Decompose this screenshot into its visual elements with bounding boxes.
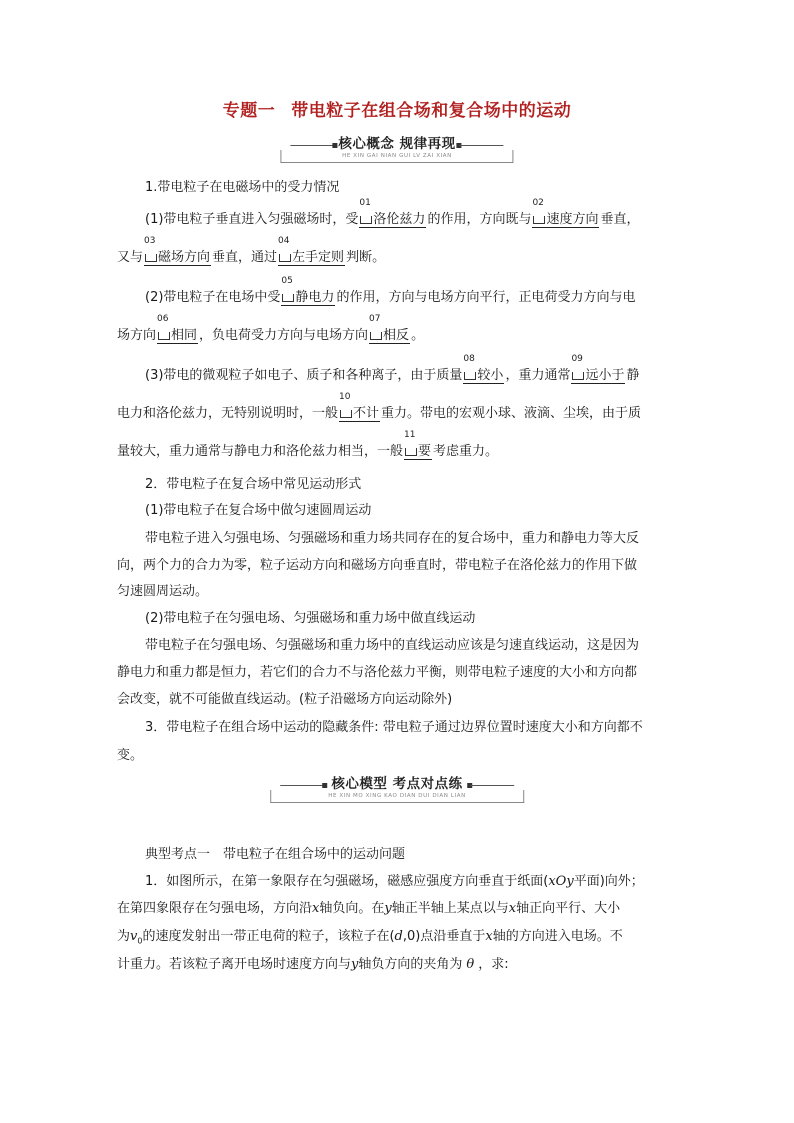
banner-title: 核心概念 规律再现 bbox=[338, 136, 456, 152]
banner-dot-left bbox=[322, 783, 327, 788]
banner-line-right bbox=[460, 145, 504, 146]
section3-line: 变。 bbox=[117, 748, 144, 763]
banner-title: 核心模型 考点对点练 bbox=[331, 776, 463, 792]
paragraph-line: 匀速圆周运动。 bbox=[117, 584, 209, 599]
answer-blank-06: 06 相同 bbox=[157, 314, 198, 343]
section2-sub1: (1)带电粒子在复合场中做匀速圆周运动 bbox=[145, 503, 372, 518]
page-title bbox=[0, 96, 794, 121]
paragraph-line: 又与 03 磁场方向 垂直，通过 04 左手定则 判断。 bbox=[117, 236, 386, 265]
paragraph-line: 计重力。若该粒子离开电场时速度方向与y轴负方向的夹角为 θ ，求: bbox=[117, 957, 509, 972]
banner-line-left bbox=[280, 785, 324, 786]
answer-blank-04: 04 左手定则 bbox=[278, 236, 345, 265]
paragraph-line: 电力和洛伦兹力，无特别说明时，一般 10 不计 重力。带电的宏观小球、液滴、尘埃，由于质 bbox=[117, 392, 642, 421]
title-part-2: 带电粒子在组合场和复合场中的运动 bbox=[291, 101, 572, 121]
section-banner-core-models bbox=[328, 772, 466, 799]
paragraph-line: 向，两个力的合力为零，粒子运动方向和磁场方向垂直时，带电粒子在洛伦兹力的作用下做 bbox=[117, 558, 638, 573]
answer-blank-05: 05 静电力 bbox=[281, 276, 335, 305]
title-part-1: 专题一 bbox=[222, 101, 276, 121]
answer-blank-10: 10 不计 bbox=[339, 392, 380, 421]
paragraph-line: (1)带电粒子垂直进入匀强磁场时，受 01 洛伦兹力 的作用，方向既与 02 速度方向 垂直， bbox=[145, 198, 640, 227]
section2-heading: 2．带电粒子在复合场中常见运动形式 bbox=[145, 477, 362, 492]
answer-blank-03: 03 磁场方向 bbox=[144, 236, 211, 265]
paragraph-line: 场方向 06 相同 ，负电荷受力方向与电场方向 07 相反 。 bbox=[117, 314, 425, 343]
banner-frame bbox=[270, 790, 524, 803]
answer-blank-02: 02 速度方向 bbox=[532, 198, 599, 227]
paragraph-line: 1．如图所示，在第一象限存在匀强磁场，磁感应强度方向垂直于纸面(xOy平面)向外； bbox=[145, 874, 644, 889]
answer-blank-08: 08 较小 bbox=[463, 354, 504, 383]
banner-pinyin: HE XIN MO XING KAO DIAN DUI DIAN LIAN bbox=[328, 793, 466, 799]
section3-line: 3．带电粒子在组合场中运动的隐藏条件: 带电粒子通过边界位置时速度大小和方向都不 bbox=[145, 720, 643, 735]
paragraph-line: 带电粒子在匀强电场、匀强磁场和重力场中的直线运动应该是匀速直线运动，这是因为 bbox=[145, 638, 640, 653]
answer-blank-11: 11 要 bbox=[404, 430, 432, 459]
answer-blank-07: 07 相反 bbox=[369, 314, 410, 343]
paragraph-line: 在第四象限存在匀强电场，方向沿x轴负向。在y轴正半轴上某点以与x轴正向平行、大小 bbox=[117, 901, 621, 916]
answer-blank-09: 09 远小于 bbox=[571, 354, 625, 383]
paragraph-line: 为$v_0$的速度发射出一带正电荷的粒子，该粒子在(d,0)点沿垂直于x轴的方向进入电场。不 bbox=[117, 929, 623, 946]
paragraph-line: 量较大，重力通常与静电力和洛伦兹力相当，一般 11 要 考虑重力。 bbox=[117, 430, 499, 459]
paragraph-line: 静电力和重力都是恒力，若它们的合力不与洛伦兹力平衡，则带电粒子速度的大小和方向都 bbox=[117, 665, 638, 680]
banner-pinyin: HE XIN GAI NIAN GUI LV ZAI XIAN bbox=[342, 153, 452, 159]
paragraph-line: 带电粒子进入匀强电场、匀强磁场和重力场共同存在的复合场中，重力和静电力等大反 bbox=[145, 531, 640, 546]
section-banner-core-concepts bbox=[338, 132, 455, 159]
banner-line-right bbox=[470, 785, 514, 786]
paragraph-line: (3)带电的微观粒子如电子、质子和各种离子，由于质量 08 较小 ，重力通常 09 远小于 静 bbox=[145, 354, 640, 383]
example-heading: 典型考点一 带电粒子在组合场中的运动问题 bbox=[145, 847, 406, 862]
paragraph-line: 会改变，就不可能做直线运动。(粒子沿磁场方向运动除外) bbox=[117, 692, 453, 707]
banner-line-left bbox=[290, 145, 334, 146]
banner-frame bbox=[280, 150, 513, 163]
section2-sub2: (2)带电粒子在匀强电场、匀强磁场和重力场中做直线运动 bbox=[145, 611, 476, 626]
section1-heading: 1.带电粒子在电磁场中的受力情况 bbox=[145, 180, 340, 195]
answer-blank-01: 01 洛伦兹力 bbox=[359, 198, 426, 227]
paragraph-line: (2)带电粒子在电场中受 05 静电力 的作用，方向与电场方向平行，正电荷受力方向与电 bbox=[145, 276, 636, 305]
banner-dot-left bbox=[332, 143, 337, 148]
